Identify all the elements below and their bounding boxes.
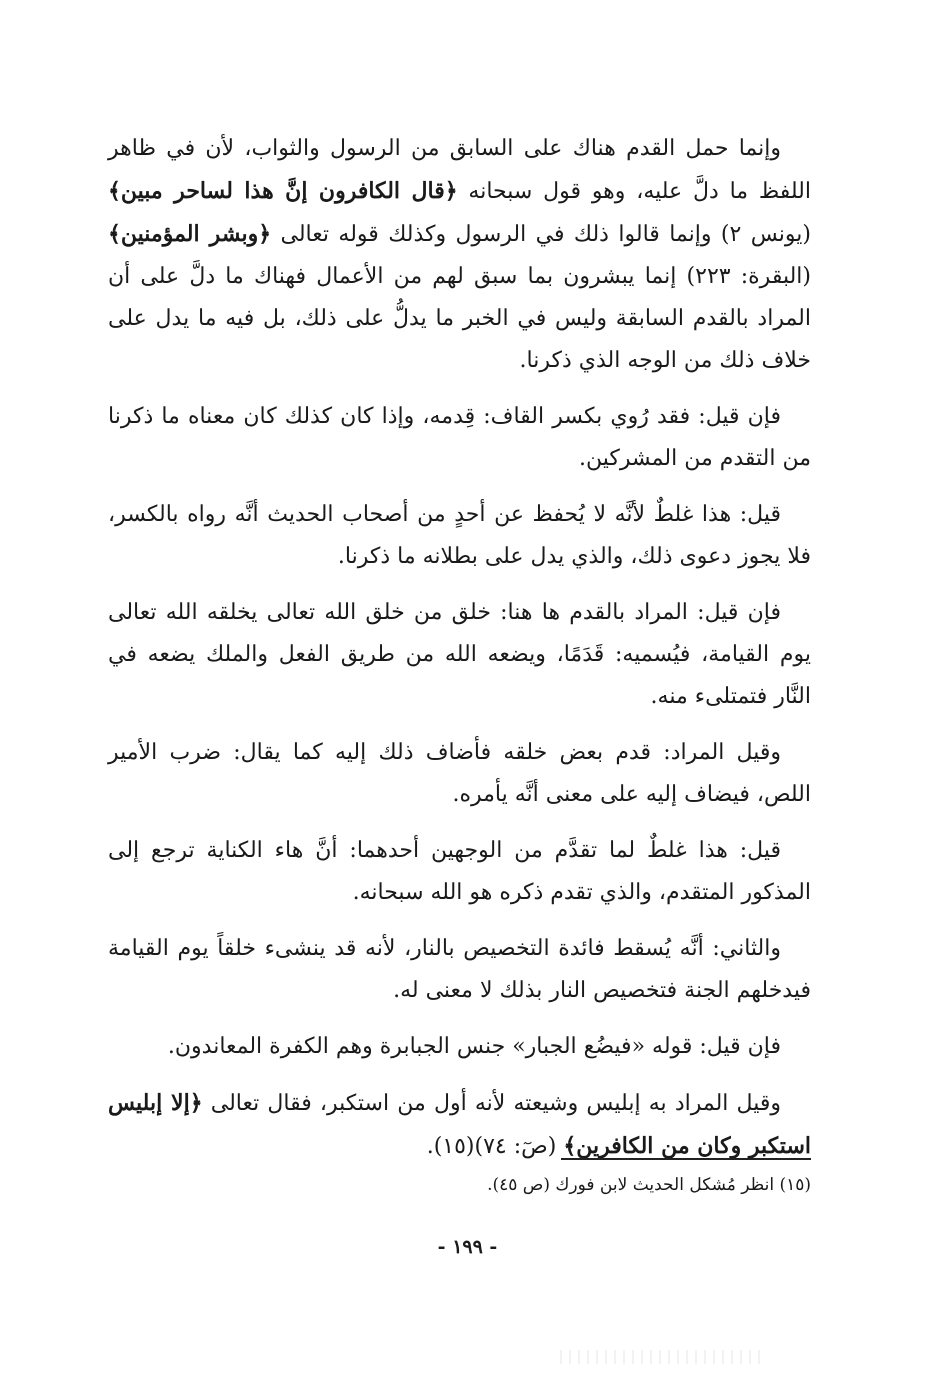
paragraph-7 (108, 928, 811, 1012)
paragraph-1 (108, 128, 811, 382)
quran-verse: ﴿وبشر المؤمنين﴾ (108, 221, 272, 247)
scan-noise (560, 1350, 760, 1364)
paragraph-text: والثاني: أنَّه يُسقط فائدة التخصيص بالنار، لأنه قد ينشىء خلقاً يوم القيامة فيدخلهم الجنة فتخصيص النار بذلك لا معنى له. (108, 936, 811, 1003)
paragraph-6 (108, 830, 811, 914)
page-number: - ١٩٩ - (437, 1236, 498, 1258)
paragraph-text: وقيل المراد: قدم بعض خلقه فأضاف ذلك إليه كما يقال: ضرب الأمير اللص، فيضاف إليه على معنى أنَّه يأمره. (108, 740, 811, 807)
footnote-divider (561, 1158, 811, 1160)
paragraph-text: وقيل المراد به إبليس وشيعته لأنه أول من استكبر، فقال تعالى (202, 1091, 781, 1116)
main-text (108, 128, 811, 1182)
footnote: (١٥) انظر مُشكل الحديث لابن فورك (ص ٤٥). (487, 1175, 811, 1195)
quran-verse: ﴿قال الكافرون إنَّ هذا لساحر مبين﴾ (108, 178, 458, 204)
paragraph-text: وإنما حمل القدم هناك على السابق من الرسول والثواب، لأن في ظاهر اللفظ ما دلَّ عليه، وهو قول سبحانه (108, 136, 811, 204)
paragraph-4 (108, 592, 811, 718)
quran-verse: ﴿إلا إبليس استكبر وكان من الكافرين﴾ (108, 1090, 811, 1159)
paragraph-text: فإن قيل: المراد بالقدم ها هنا: خلق من خلق الله تعالى يخلقه الله تعالى يوم القيامة، فيُسميه: قَدَمًا، ويضعه الله من طريق الفعل والملك يضعه في النَّار فتمتلىء منه. (108, 600, 811, 709)
paragraph-5 (108, 732, 811, 816)
paragraph-2 (108, 396, 811, 480)
paragraph-text: (صٓ: ٧٤)(١٥). (426, 1134, 564, 1159)
paragraph-text: فإن قيل: قوله «فيضُع الجبار» جنس الجبابرة وهم الكفرة المعاندون. (167, 1034, 781, 1059)
paragraph-3 (108, 494, 811, 578)
paragraph-text: قيل: هذا غلطٌ لأنَّه لا يُحفظ عن أحدٍ من أصحاب الحديث أنَّه رواه بالكسر، فلا يجوز دعوى ذلك، والذي يدل على بطلانه ما ذكرنا. (108, 502, 811, 569)
paragraph-9 (108, 1082, 811, 1168)
paragraph-text: قيل: هذا غلطٌ لما تقدَّم من الوجهين أحدهما: أنَّ هاء الكناية ترجع إلى المذكور المتقدم، والذي تقدم ذكره هو الله سبحانه. (108, 838, 811, 905)
paragraph-text: (يونس ٢) وإنما قالوا ذلك في الرسول وكذلك قوله تعالى (271, 222, 811, 247)
paragraph-text: (البقرة: ٢٢٣) إنما يبشرون بما سبق لهم من الأعمال فهناك ما دلَّ على أن المراد بالقدم السابقة وليس في الخبر ما يدلُّ على ذلك، بل فيه ما يدل على خلاف ذلك من الوجه الذي ذكرنا. (108, 264, 811, 373)
paragraph-8 (108, 1026, 811, 1068)
paragraph-text: فإن قيل: فقد رُوي بكسر القاف: قِدمه، وإذا كان كذلك كان معناه ما ذكرنا من التقدم من المشركين. (108, 404, 811, 471)
